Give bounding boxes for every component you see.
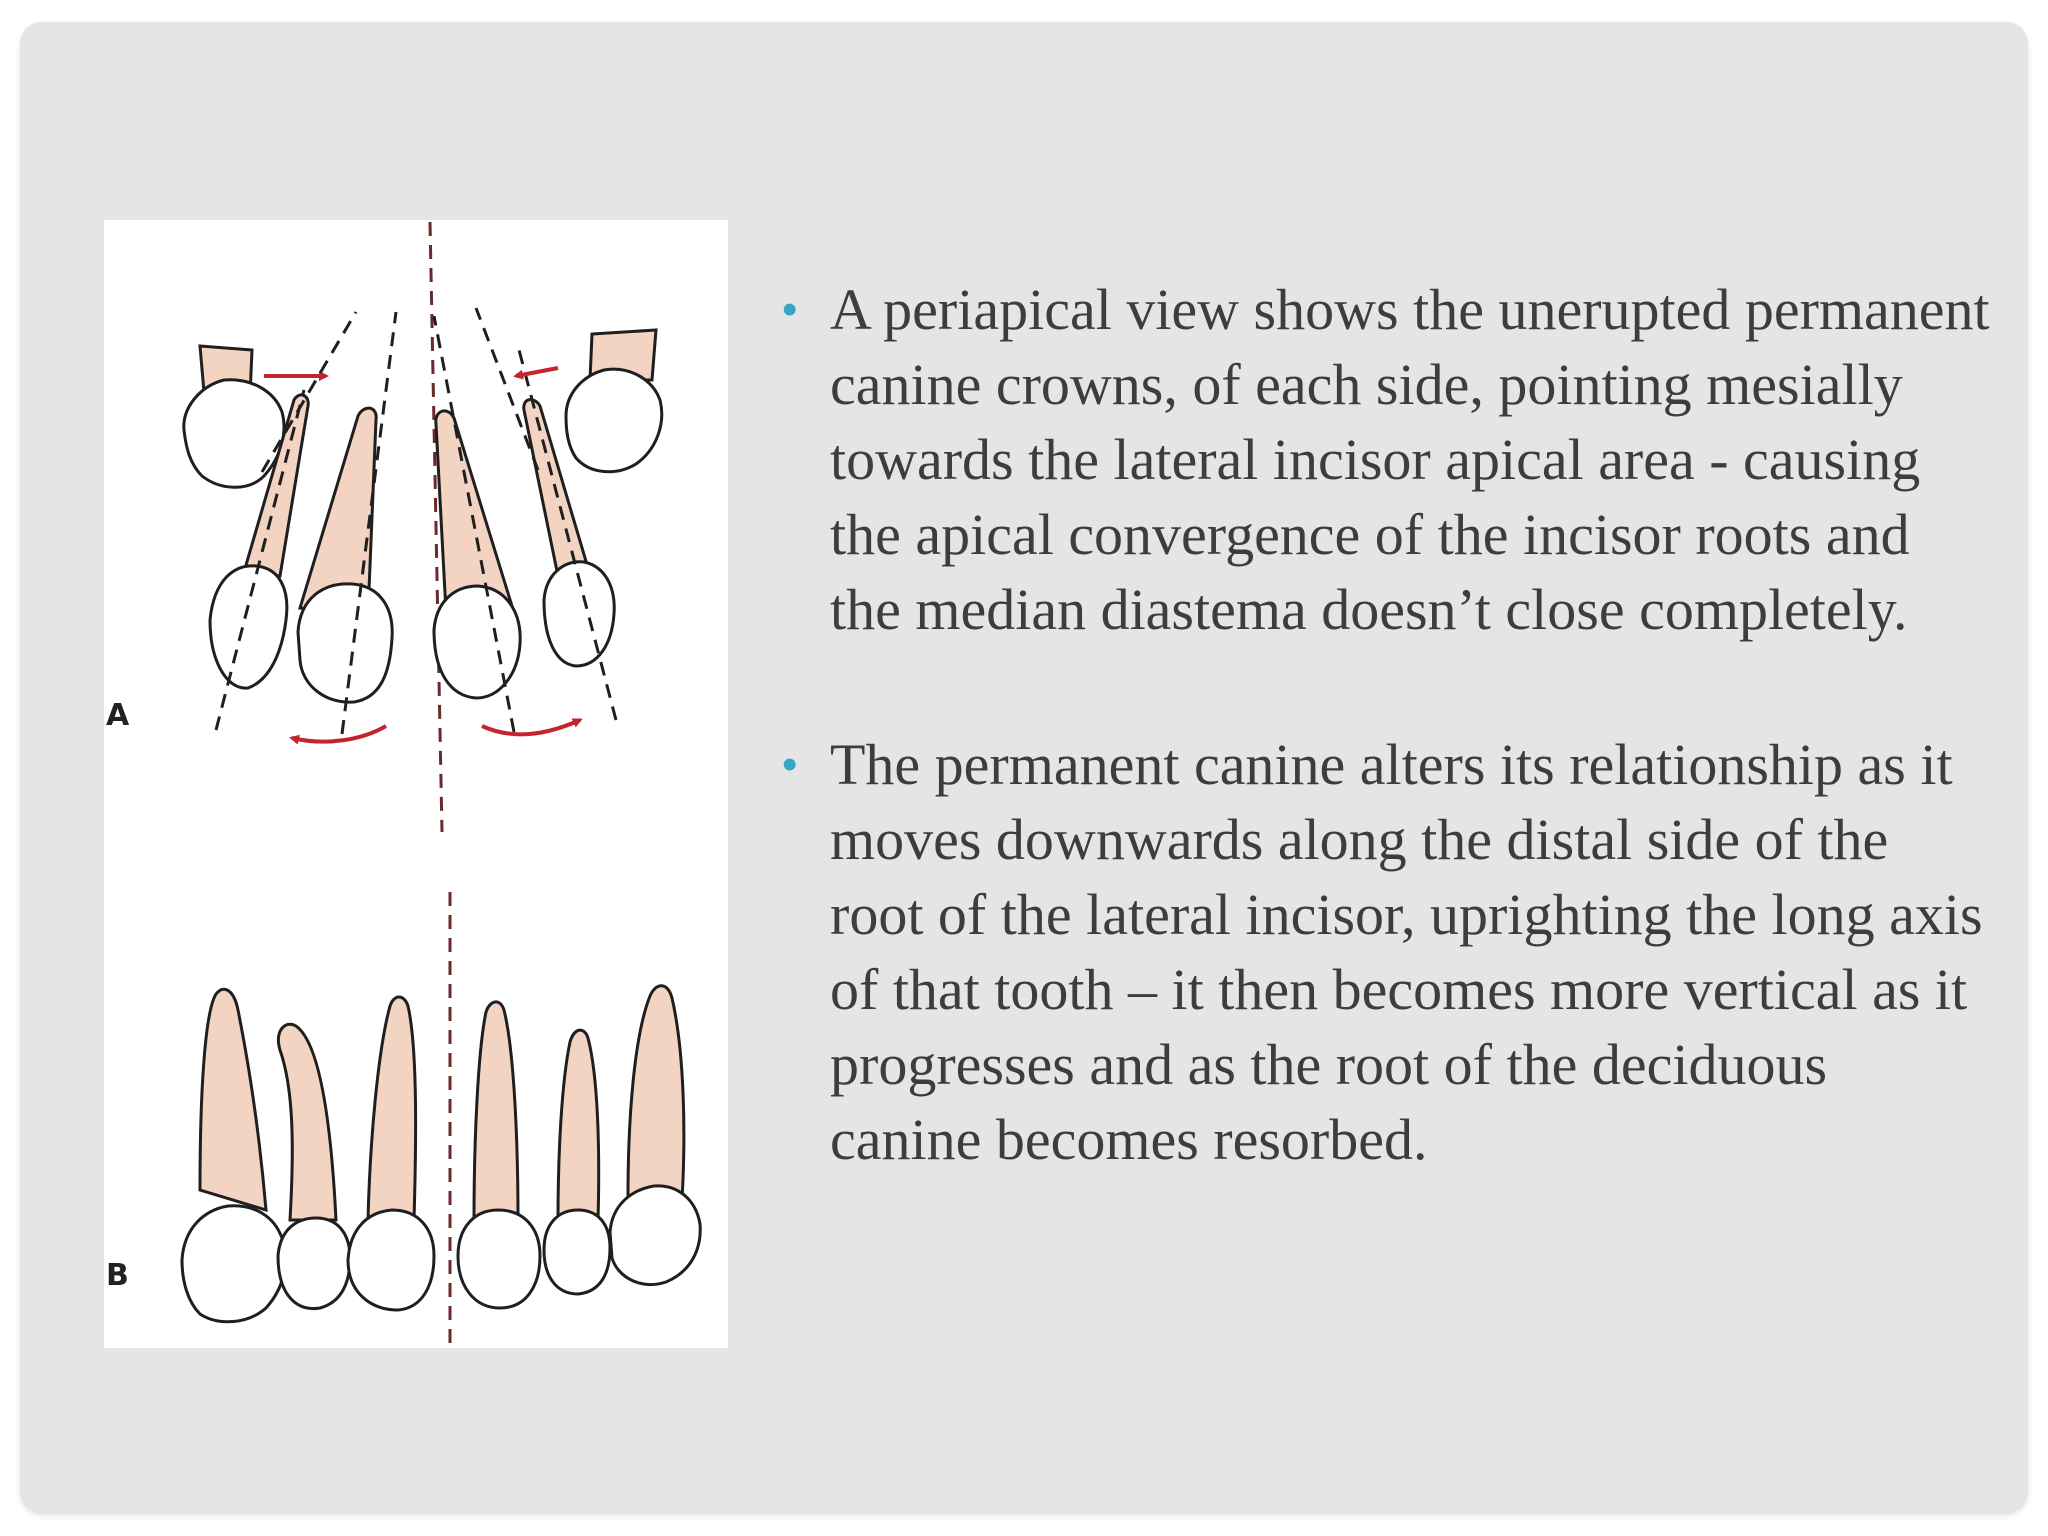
tooth-eruption-diagram xyxy=(104,220,728,1348)
root-b-4 xyxy=(474,1002,518,1220)
tooth-diagram-svg xyxy=(104,220,728,1348)
panel-label-b: B xyxy=(106,1258,129,1293)
bullet-text: The permanent canine alters its relationship as it moves downwards along the distal side of the root of the lateral incisor, uprighting the long axis of that tooth – it then becomes more vertical as it progresses and as the root of the deciduous canine becomes resorbed. xyxy=(830,732,1983,1172)
rotation-arrow-left xyxy=(292,726,386,742)
root-b-3 xyxy=(368,997,416,1220)
panel-label-a: A xyxy=(106,698,130,733)
root-b-5 xyxy=(558,1030,599,1220)
crown-b-5 xyxy=(544,1210,610,1294)
bullet-icon: • xyxy=(782,285,798,334)
crown-b-6 xyxy=(610,1186,700,1285)
rotation-arrow-right xyxy=(482,720,580,734)
crown-b-3 xyxy=(348,1210,434,1310)
crown-b-4 xyxy=(458,1210,540,1308)
root-b-1 xyxy=(200,989,266,1210)
bullet-list xyxy=(778,272,1990,1177)
bullet-icon: • xyxy=(782,740,798,789)
bullet-text: A periapical view shows the unerupted permanent canine crowns, of each side, pointing mesially towards the lateral incisor apical area - causing the apical convergence of the incisor roots and the median diastema doesn’t close completely. xyxy=(830,277,1990,642)
crown-b-1 xyxy=(182,1206,285,1322)
slide xyxy=(20,22,2028,1514)
right-canine-a xyxy=(566,330,662,472)
crown-b-2 xyxy=(278,1218,350,1309)
bullet-item xyxy=(778,272,1990,647)
bullet-item xyxy=(778,727,1990,1177)
right-central-incisor-a xyxy=(434,411,520,698)
root-b-2 xyxy=(278,1024,336,1220)
root-b-6 xyxy=(628,986,684,1200)
